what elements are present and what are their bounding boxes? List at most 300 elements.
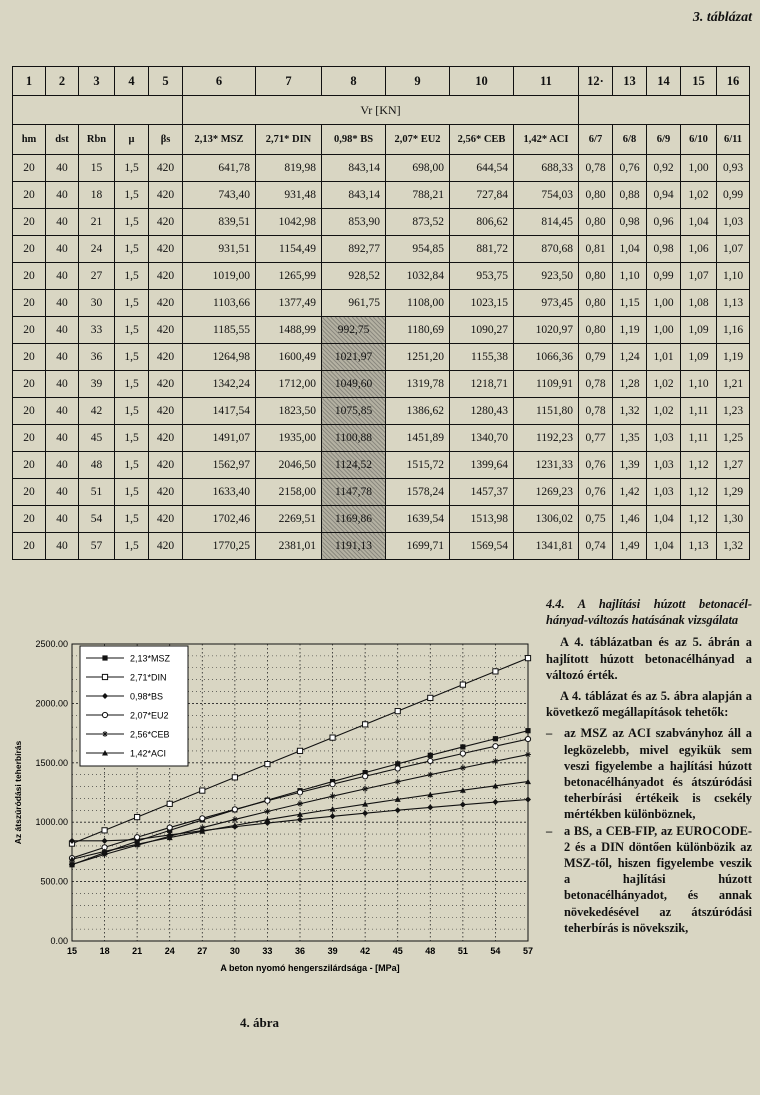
data-point <box>232 807 237 812</box>
table-cell: 1180,69 <box>386 317 450 344</box>
table-cell: 806,62 <box>450 209 514 236</box>
table-cell: 1,5 <box>115 479 149 506</box>
table-cell: 953,75 <box>450 263 514 290</box>
table-cell: 40 <box>46 479 79 506</box>
table-cell: 0,93 <box>717 155 750 182</box>
table-cell: 1100,88 <box>322 425 386 452</box>
table-cell: 1075,85 <box>322 398 386 425</box>
data-point <box>427 772 433 778</box>
table-cell: 727,84 <box>450 182 514 209</box>
table-cell: 698,00 <box>386 155 450 182</box>
column-header: 6/7 <box>579 125 613 155</box>
table-cell: 40 <box>46 263 79 290</box>
table-cell: 1049,60 <box>322 371 386 398</box>
table-cell: 1,12 <box>681 479 717 506</box>
table-cell: 420 <box>149 452 183 479</box>
table-cell: 1,5 <box>115 155 149 182</box>
table-cell: 420 <box>149 425 183 452</box>
table-cell: 954,85 <box>386 236 450 263</box>
legend-label: 2,56*CEB <box>130 729 170 740</box>
table-cell: 0,80 <box>579 290 613 317</box>
table-cell: 0,94 <box>647 182 681 209</box>
column-header: dst <box>46 125 79 155</box>
table-cell: 1,00 <box>681 155 717 182</box>
x-axis-label: A beton nyomó hengerszilárdsága - [MPa] <box>220 963 400 973</box>
column-number: 8 <box>322 67 386 96</box>
vr-blank-right <box>579 96 750 125</box>
table-cell: 1,5 <box>115 398 149 425</box>
vr-header: Vr [KN] <box>183 96 579 125</box>
table-cell: 20 <box>13 479 46 506</box>
column-header: μ <box>115 125 149 155</box>
table-cell: 40 <box>46 290 79 317</box>
table-cell: 420 <box>149 344 183 371</box>
table-cell: 1639,54 <box>386 506 450 533</box>
table-cell: 1021,97 <box>322 344 386 371</box>
table-cell: 420 <box>149 236 183 263</box>
table-cell: 961,75 <box>322 290 386 317</box>
table-cell: 1,00 <box>647 290 681 317</box>
table-cell: 24 <box>79 236 115 263</box>
table-cell: 33 <box>79 317 115 344</box>
table-cell: 420 <box>149 263 183 290</box>
x-tick-label: 48 <box>425 946 436 956</box>
text-column <box>546 596 752 936</box>
table-cell: 1151,80 <box>514 398 579 425</box>
table-cell: 40 <box>46 371 79 398</box>
table-cell: 420 <box>149 398 183 425</box>
table-cell: 1,11 <box>681 425 717 452</box>
table-cell: 40 <box>46 344 79 371</box>
table-cell: 928,52 <box>322 263 386 290</box>
column-header: Rbn <box>79 125 115 155</box>
table-cell: 1340,70 <box>450 425 514 452</box>
table-cell: 1491,07 <box>183 425 256 452</box>
table-cell: 1,29 <box>717 479 750 506</box>
table-cell: 1155,38 <box>450 344 514 371</box>
table-cell: 0,76 <box>579 479 613 506</box>
table-cell: 1,5 <box>115 452 149 479</box>
table-cell: 15 <box>79 155 115 182</box>
table-cell: 1,16 <box>717 317 750 344</box>
table-cell: 1185,55 <box>183 317 256 344</box>
table-cell: 1,00 <box>647 317 681 344</box>
column-number: 7 <box>256 67 322 96</box>
table-row <box>13 317 750 344</box>
x-tick-label: 30 <box>229 946 240 956</box>
table-cell: 1,13 <box>681 533 717 560</box>
x-tick-label: 57 <box>522 946 534 956</box>
column-number-row <box>13 67 750 96</box>
table-cell: 1,04 <box>647 506 681 533</box>
table-cell: 1,32 <box>613 398 647 425</box>
results-table <box>12 66 750 560</box>
table-cell: 1,25 <box>717 425 750 452</box>
data-point <box>135 814 140 819</box>
x-tick-label: 39 <box>327 946 338 956</box>
table-cell: 843,14 <box>322 182 386 209</box>
x-tick-label: 51 <box>457 946 468 956</box>
data-point <box>297 790 302 795</box>
table-cell: 1,10 <box>613 263 647 290</box>
chart-legend <box>80 646 188 766</box>
legend-label: 1,42*ACI <box>130 748 167 759</box>
table-cell: 420 <box>149 155 183 182</box>
table-cell: 853,90 <box>322 209 386 236</box>
table-cell: 0,80 <box>579 182 613 209</box>
table-cell: 1019,00 <box>183 263 256 290</box>
table-cell: 931,48 <box>256 182 322 209</box>
data-point <box>460 765 466 771</box>
table-cell: 0,96 <box>647 209 681 236</box>
table-cell: 20 <box>13 290 46 317</box>
table-cell: 873,52 <box>386 209 450 236</box>
table-row <box>13 371 750 398</box>
column-header: βs <box>149 125 183 155</box>
table-cell: 843,14 <box>322 155 386 182</box>
table-cell: 1191,13 <box>322 533 386 560</box>
table-cell: 1,27 <box>717 452 750 479</box>
table-cell: 1147,78 <box>322 479 386 506</box>
table-cell: 1103,66 <box>183 290 256 317</box>
table-cell: 1,09 <box>681 317 717 344</box>
table-cell: 0,76 <box>579 452 613 479</box>
column-number: 11 <box>514 67 579 96</box>
x-tick-label: 45 <box>392 946 403 956</box>
data-point <box>297 748 302 753</box>
table-cell: 1,04 <box>647 533 681 560</box>
table-cell: 923,50 <box>514 263 579 290</box>
table-cell: 1265,99 <box>256 263 322 290</box>
legend-label: 2,71*DIN <box>130 672 167 683</box>
table-cell: 420 <box>149 317 183 344</box>
table-cell: 1,21 <box>717 371 750 398</box>
table-cell: 20 <box>13 533 46 560</box>
table-row <box>13 155 750 182</box>
table-cell: 1,15 <box>613 290 647 317</box>
table-cell: 1218,71 <box>450 371 514 398</box>
table-cell: 1231,33 <box>514 452 579 479</box>
table-cell: 1770,25 <box>183 533 256 560</box>
table-cell: 1,19 <box>717 344 750 371</box>
table-cell: 0,78 <box>579 371 613 398</box>
data-point <box>265 798 270 803</box>
table-cell: 20 <box>13 236 46 263</box>
table-cell: 1823,50 <box>256 398 322 425</box>
column-number: 6 <box>183 67 256 96</box>
table-row <box>13 425 750 452</box>
table-cell: 2381,01 <box>256 533 322 560</box>
table-cell: 0,76 <box>613 155 647 182</box>
table-cell: 1,09 <box>681 344 717 371</box>
table-cell: 1513,98 <box>450 506 514 533</box>
data-point <box>330 813 336 819</box>
table-cell: 40 <box>46 533 79 560</box>
table-cell: 1280,43 <box>450 398 514 425</box>
table-cell: 1,02 <box>681 182 717 209</box>
finding-item: – az MSZ az ACI szabványhoz áll a legközelebb, mivel egyikük sem veszi figyelembe a hajlítási húzott betonacélhányadot és átszúródási teherbírási értékeik is csekély mértékben különböznek, <box>546 725 752 822</box>
data-point <box>167 825 172 830</box>
table-cell: 40 <box>46 425 79 452</box>
table-cell: 839,51 <box>183 209 256 236</box>
table-cell: 0,77 <box>579 425 613 452</box>
column-header: 2,71* DIN <box>256 125 322 155</box>
table-cell: 1377,49 <box>256 290 322 317</box>
column-number: 2 <box>46 67 79 96</box>
table-cell: 0,99 <box>647 263 681 290</box>
table-cell: 1,03 <box>647 452 681 479</box>
table-cell: 1023,15 <box>450 290 514 317</box>
table-cell: 931,51 <box>183 236 256 263</box>
table-cell: 1269,23 <box>514 479 579 506</box>
findings-list <box>546 725 752 936</box>
table-row <box>13 290 750 317</box>
column-number: 4 <box>115 67 149 96</box>
data-point <box>525 752 531 758</box>
data-point <box>460 744 465 749</box>
table-cell: 1,04 <box>613 236 647 263</box>
column-number: 13 <box>613 67 647 96</box>
table-cell: 1108,00 <box>386 290 450 317</box>
data-point <box>395 779 401 785</box>
data-point <box>493 669 498 674</box>
table-cell: 1,11 <box>681 398 717 425</box>
legend-label: 0,98*BS <box>130 691 164 702</box>
table-cell: 1,30 <box>717 506 750 533</box>
column-number: 14 <box>647 67 681 96</box>
table-cell: 0,78 <box>579 398 613 425</box>
table-cell: 420 <box>149 209 183 236</box>
column-number: 9 <box>386 67 450 96</box>
table-cell: 1,02 <box>647 371 681 398</box>
column-header: 6/8 <box>613 125 647 155</box>
table-cell: 0,74 <box>579 533 613 560</box>
table-cell: 1032,84 <box>386 263 450 290</box>
table-cell: 2158,00 <box>256 479 322 506</box>
column-number: 16 <box>717 67 750 96</box>
table-row <box>13 479 750 506</box>
data-point <box>395 766 400 771</box>
table-cell: 1,02 <box>647 398 681 425</box>
table-cell: 1,49 <box>613 533 647 560</box>
data-point <box>135 835 140 840</box>
table-cell: 1,06 <box>681 236 717 263</box>
data-point <box>265 762 270 767</box>
data-point <box>102 655 107 660</box>
data-point <box>102 828 107 833</box>
data-point <box>460 751 465 756</box>
table-cell: 1109,91 <box>514 371 579 398</box>
data-point <box>525 796 531 802</box>
table-cell: 420 <box>149 506 183 533</box>
column-number: 1 <box>13 67 46 96</box>
table-cell: 1154,49 <box>256 236 322 263</box>
table-cell: 0,80 <box>579 209 613 236</box>
table-cell: 1,5 <box>115 533 149 560</box>
table-cell: 40 <box>46 506 79 533</box>
table-cell: 1,5 <box>115 182 149 209</box>
data-point <box>102 712 107 717</box>
table-row <box>13 209 750 236</box>
table-cell: 1,12 <box>681 506 717 533</box>
data-point <box>264 808 270 814</box>
chart <box>10 628 535 1010</box>
x-tick-label: 21 <box>132 946 143 956</box>
x-tick-label: 33 <box>262 946 273 956</box>
table-cell: 20 <box>13 317 46 344</box>
column-number: 15 <box>681 67 717 96</box>
table-cell: 1066,36 <box>514 344 579 371</box>
data-point <box>460 802 466 808</box>
table-cell: 1488,99 <box>256 317 322 344</box>
data-point <box>330 793 336 799</box>
table-cell: 1,23 <box>717 398 750 425</box>
table-cell: 20 <box>13 425 46 452</box>
table-cell: 1,19 <box>613 317 647 344</box>
table-cell: 40 <box>46 209 79 236</box>
table-cell: 1,46 <box>613 506 647 533</box>
table-cell: 1,07 <box>717 236 750 263</box>
column-number: 10 <box>450 67 514 96</box>
table-cell: 1515,72 <box>386 452 450 479</box>
column-header: 6/10 <box>681 125 717 155</box>
table-cell: 788,21 <box>386 182 450 209</box>
table-cell: 1451,89 <box>386 425 450 452</box>
table-cell: 1,5 <box>115 506 149 533</box>
table-cell: 420 <box>149 290 183 317</box>
table-cell: 20 <box>13 506 46 533</box>
table-cell: 0,98 <box>647 236 681 263</box>
table-cell: 1,39 <box>613 452 647 479</box>
table-cell: 1124,52 <box>322 452 386 479</box>
column-header: 2,13* MSZ <box>183 125 256 155</box>
table-cell: 40 <box>46 155 79 182</box>
data-point <box>493 744 498 749</box>
table-cell: 992,75 <box>322 317 386 344</box>
table-cell: 20 <box>13 398 46 425</box>
table-cell: 1,32 <box>717 533 750 560</box>
table-cell: 1702,46 <box>183 506 256 533</box>
table-row <box>13 344 750 371</box>
table-cell: 1,03 <box>717 209 750 236</box>
table-row <box>13 452 750 479</box>
data-point <box>200 788 205 793</box>
column-header: hm <box>13 125 46 155</box>
data-point <box>362 786 368 792</box>
data-point <box>525 736 530 741</box>
chart-svg <box>10 628 535 1010</box>
y-tick-label: 2500.00 <box>35 639 68 649</box>
data-point <box>297 817 303 823</box>
table-cell: 420 <box>149 479 183 506</box>
table-cell: 1,03 <box>647 479 681 506</box>
table-cell: 1562,97 <box>183 452 256 479</box>
table-cell: 881,72 <box>450 236 514 263</box>
table-cell: 54 <box>79 506 115 533</box>
vr-blank-left <box>13 96 183 125</box>
x-tick-label: 36 <box>294 946 306 956</box>
table-cell: 40 <box>46 398 79 425</box>
table-cell: 1,28 <box>613 371 647 398</box>
data-point <box>525 656 530 661</box>
table-row <box>13 398 750 425</box>
x-tick-label: 54 <box>490 946 501 956</box>
table-cell: 51 <box>79 479 115 506</box>
table-cell: 1,08 <box>681 290 717 317</box>
column-header: 2,56* CEB <box>450 125 514 155</box>
table-cell: 0,98 <box>613 209 647 236</box>
table-cell: 1342,24 <box>183 371 256 398</box>
data-point <box>362 810 368 816</box>
table-cell: 1,01 <box>647 344 681 371</box>
table-cell: 1,10 <box>681 371 717 398</box>
data-point <box>525 728 530 733</box>
table-cell: 40 <box>46 182 79 209</box>
column-number: 12· <box>579 67 613 96</box>
data-point <box>492 799 498 805</box>
data-point <box>395 709 400 714</box>
header-row <box>13 125 750 155</box>
data-point <box>102 674 107 679</box>
table-cell: 1417,54 <box>183 398 256 425</box>
table-body <box>13 155 750 560</box>
table-cell: 1,13 <box>717 290 750 317</box>
table-cell: 1633,40 <box>183 479 256 506</box>
y-tick-label: 2000.00 <box>35 698 68 709</box>
table-cell: 20 <box>13 344 46 371</box>
paragraph-2: A 4. táblázat és az 5. ábra alapján a következő megállapítások tehetők: <box>546 689 752 720</box>
table-cell: 0,75 <box>579 506 613 533</box>
table-cell: 1090,27 <box>450 317 514 344</box>
table-cell: 1578,24 <box>386 479 450 506</box>
data-point <box>428 758 433 763</box>
table-cell: 1,5 <box>115 209 149 236</box>
table-cell: 2046,50 <box>256 452 322 479</box>
table-cell: 1,10 <box>717 263 750 290</box>
table-cell: 0,99 <box>717 182 750 209</box>
table-cell: 18 <box>79 182 115 209</box>
table-row <box>13 506 750 533</box>
table-cell: 0,81 <box>579 236 613 263</box>
table-cell: 420 <box>149 371 183 398</box>
column-header: 6/11 <box>717 125 750 155</box>
table-cell: 420 <box>149 182 183 209</box>
table-cell: 48 <box>79 452 115 479</box>
y-axis-label: Az átszúródási teherbírás <box>13 740 23 845</box>
data-point <box>428 695 433 700</box>
table-cell: 20 <box>13 209 46 236</box>
table-cell: 39 <box>79 371 115 398</box>
table-cell: 1,07 <box>681 263 717 290</box>
table-cell: 1,5 <box>115 425 149 452</box>
table-cell: 819,98 <box>256 155 322 182</box>
table-cell: 1,42 <box>613 479 647 506</box>
table-cell: 57 <box>79 533 115 560</box>
table-cell: 743,40 <box>183 182 256 209</box>
y-tick-label: 500.00 <box>40 876 68 887</box>
table-cell: 0,80 <box>579 317 613 344</box>
table-cell: 1457,37 <box>450 479 514 506</box>
table-cell: 1192,23 <box>514 425 579 452</box>
table-cell: 1699,71 <box>386 533 450 560</box>
data-point <box>297 801 303 807</box>
table-cell: 1,35 <box>613 425 647 452</box>
table-cell: 814,45 <box>514 209 579 236</box>
table-cell: 20 <box>13 263 46 290</box>
paragraph-1: A 4. táblázatban és az 5. ábrán a hajlított húzott betonacélhányad a változó érték. <box>546 635 752 682</box>
data-point <box>232 775 237 780</box>
y-tick-label: 1500.00 <box>35 757 68 768</box>
